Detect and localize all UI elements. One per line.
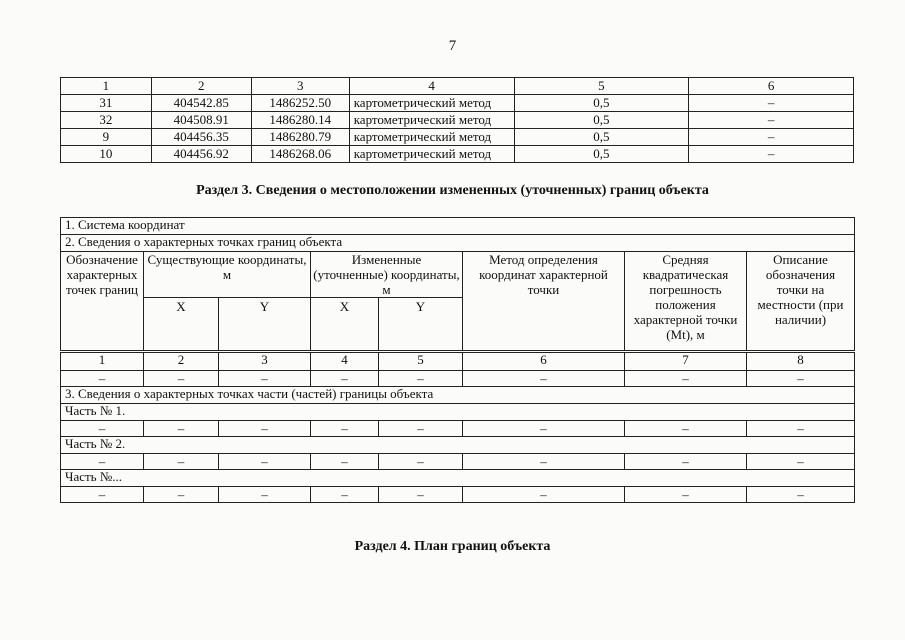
column-number: 7 [625,352,747,371]
section-4-title: Раздел 4. План границ объекта [354,539,551,554]
header-existing-coords: Существующие координаты, м [144,252,311,298]
empty-cell: – [61,487,144,503]
column-number: 5 [514,78,689,95]
empty-cell: – [61,371,144,387]
coord-system-label: 1. Система координат [61,218,855,235]
empty-cell: – [61,421,144,437]
column-number: 5 [379,352,463,371]
description: – [689,146,854,163]
empty-cell: – [61,454,144,470]
column-number: 6 [689,78,854,95]
header-description: Описание обозначения точки на местности (при наличии) [747,252,855,352]
page-number: 7 [448,38,457,54]
column-number: 3 [219,352,311,371]
point-id: 31 [61,95,152,112]
point-id: 32 [61,112,152,129]
empty-cell: – [625,487,747,503]
empty-cell: – [144,371,219,387]
header-x: X [144,298,219,352]
method: картометрический метод [349,95,514,112]
empty-cell: – [311,421,379,437]
empty-cell: – [379,487,463,503]
column-number: 2 [144,352,219,371]
section-3-title: Раздел 3. Сведения о местоположении измененных (уточненных) границ объекта [196,183,709,198]
column-number: 1 [61,352,144,371]
point-id: 9 [61,129,152,146]
empty-cell: – [625,454,747,470]
column-number: 2 [151,78,251,95]
empty-cell: – [144,454,219,470]
column-number: 3 [251,78,349,95]
coord-y: 1486280.79 [251,129,349,146]
column-numbers-row [61,352,855,371]
method: картометрический метод [349,146,514,163]
table-row [61,487,855,503]
header-y: Y [379,298,463,352]
empty-cell: – [219,454,311,470]
table-row [61,371,855,387]
boundary-table [60,217,855,503]
table-row [61,146,854,163]
table-row [61,421,855,437]
empty-cell: – [379,421,463,437]
empty-cell: – [219,371,311,387]
part-2-label: Часть № 2. [61,437,855,454]
empty-cell: – [747,454,855,470]
method: картометрический метод [349,129,514,146]
method: картометрический метод [349,112,514,129]
error-value: 0,5 [514,146,689,163]
coord-x: 404542.85 [151,95,251,112]
empty-cell: – [311,487,379,503]
empty-cell: – [747,421,855,437]
empty-cell: – [379,454,463,470]
header-method: Метод определения координат характерной точки [463,252,625,352]
column-number: 4 [349,78,514,95]
table-row [61,129,854,146]
empty-cell: – [144,421,219,437]
point-id: 10 [61,146,152,163]
header-designation: Обозначение характерных точек границ [61,252,144,352]
empty-cell: – [747,371,855,387]
empty-cell: – [463,487,625,503]
empty-cell: – [144,487,219,503]
parts-title: 3. Сведения о характерных точках части (частей) границы объекта [61,387,855,404]
column-number: 1 [61,78,152,95]
empty-cell: – [311,454,379,470]
coord-y: 1486280.14 [251,112,349,129]
coord-x: 404456.35 [151,129,251,146]
points-table [60,77,854,163]
description: – [689,95,854,112]
description: – [689,129,854,146]
coord-y: 1486252.50 [251,95,349,112]
error-value: 0,5 [514,129,689,146]
part-1-label: Часть № 1. [61,404,855,421]
empty-cell: – [463,371,625,387]
error-value: 0,5 [514,112,689,129]
header-x: X [311,298,379,352]
table-row [61,112,854,129]
coord-y: 1486268.06 [251,146,349,163]
empty-cell: – [379,371,463,387]
header-error: Средняя квадратическая погрешность положения характерной точки (Mt), м [625,252,747,352]
table-row [61,454,855,470]
empty-cell: – [625,421,747,437]
empty-cell: – [463,454,625,470]
empty-cell: – [311,371,379,387]
part-n-label: Часть №... [61,470,855,487]
table-row [61,95,854,112]
column-number: 8 [747,352,855,371]
description: – [689,112,854,129]
error-value: 0,5 [514,95,689,112]
table-header-row [61,78,854,95]
column-number: 6 [463,352,625,371]
header-y: Y [219,298,311,352]
coord-x: 404456.92 [151,146,251,163]
empty-cell: – [747,487,855,503]
empty-cell: – [625,371,747,387]
empty-cell: – [219,487,311,503]
header-changed-coords: Измененные (уточненные) координаты, м [311,252,463,298]
coord-x: 404508.91 [151,112,251,129]
empty-cell: – [219,421,311,437]
char-points-label: 2. Сведения о характерных точках границ объекта [61,235,855,252]
column-number: 4 [311,352,379,371]
empty-cell: – [463,421,625,437]
